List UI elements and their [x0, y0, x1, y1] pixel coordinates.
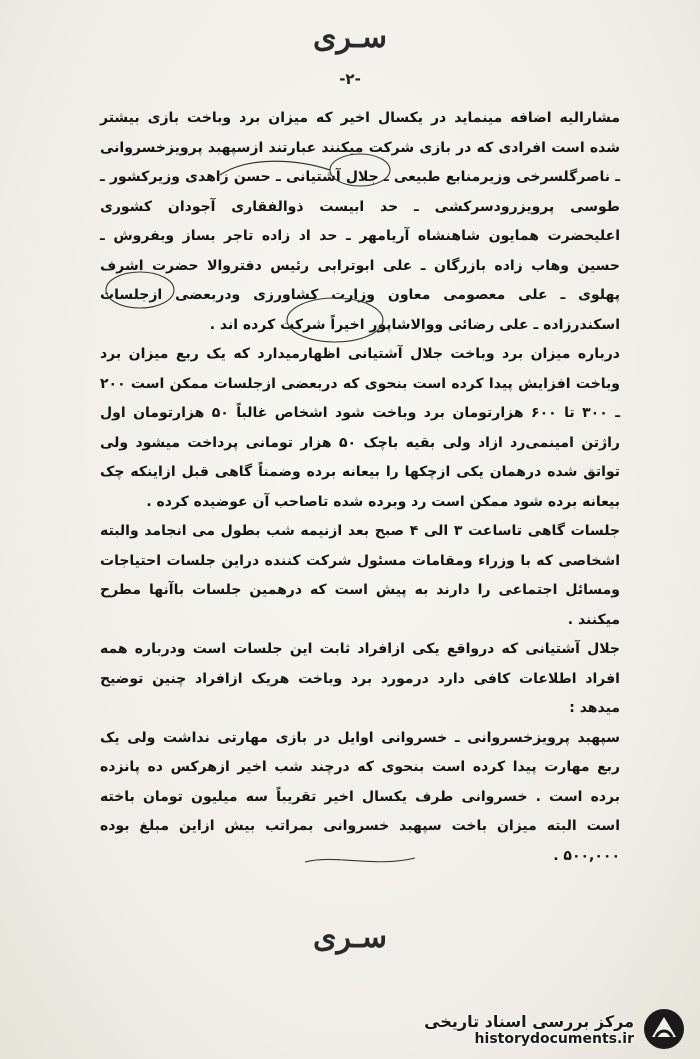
paragraph-participants: مشارالیه اضافه مینماید در یکسال اخیر که میزان برد وباخت بازی بیشتر شده است افرادی که در بازی شرکت میکنند عبارتند ازسپهبد پرویزخسروانی ـ ناصرگلسرخی وزیرمنابع طبیعی ـ جلال آشتیانی ـ حسن زاهدی وزیرکشور ـ طوسی پرویزرودسرکشی ـ حد ابیست ذوالفقاری آجودان کشوری اعلیحضرت همایون شاهنشاه آریامهر ـ حد اد زاده تاجر بساز وبفروش ـ حسین وهاب زاده بازرگان ـ علی ابوترابی رئیس دفتروالا حضرت اشرف پهلوی ـ علی معصومی معاون وزارت کشاورزی ودربعضی ازجلسات اسکندرزاده ـ علی رضائی ووالاشاپور اخیراً شرکت کرده اند . [100, 110, 620, 333]
page-number: -۲- [339, 70, 361, 88]
watermark-url: historydocuments.ir [474, 1030, 634, 1047]
paragraph-amounts: درباره میزان برد وباخت جلال آشتیانی اظهارمیدارد که یک ربع میزان برد وباخت افزایش پیدا کرده است بنحوی که دربعضی ازجلسات ممکن است ۲۰۰ ـ ۳۰۰ تا ۶۰۰ هزارتومان برد وباخت شود اشخاص غالباً ۵۰ هزارتومان اول راژتن امینمی‌رد ازاد ولی بقیه باچک ۵۰ هزار تومانی پرداخت میشود ولی تواتق شده درهمان یکی ازچکها را بیعانه برده وضمناً گاهی قبل ازاینکه چک بیعانه برده شود ممکن است رد وبرده شده تاصاحب آن عوضیده کرده . [100, 346, 620, 510]
paragraph-ashtiani: جلال آشتیانی که درواقع یکی ازافراد ثابت این جلسات است ودرباره همه افراد اطلاعات کافی دارد درمورد برد وباخت هریک ازافراد چنین توضیح میدهد : [100, 641, 620, 716]
classification-footer: سـری [313, 920, 387, 955]
document-body [100, 104, 620, 871]
watermark-name: مرکز بررسی اسناد تاریخی [424, 1011, 634, 1031]
archive-logo-icon [642, 1007, 686, 1051]
paragraph-sessions: جلسات گاهی تاساعت ۳ الی ۴ صبح بعد ازنیمه شب بطول می انجامد والبته اشخاصی که با وزراء ومقامات مسئول شرکت کننده دراین جلسات احتیاجات ومسائل اجتماعی را دارند به پیش است که درهمین جلسات باآنها مطرح میکنند . [100, 523, 621, 628]
classification-header: سـری [313, 20, 387, 55]
archive-watermark [424, 1007, 686, 1051]
paragraph-khosravani: سپهبد پرویزخسروانی ـ خسروانی اوایل در بازی مهارتی نداشت ولی یک ربع مهارت پیدا کرده است بنحوی که درچند شب اخیر ازهرکس ده پانزده برده است . خسروانی طرف یکسال اخیر تقریباً سه میلیون تومان باخته است البته میزان باخت سپهبد خسروانی بمراتب بیش ازاین مبلغ بوده ۵۰۰,۰۰۰ . [100, 729, 620, 864]
